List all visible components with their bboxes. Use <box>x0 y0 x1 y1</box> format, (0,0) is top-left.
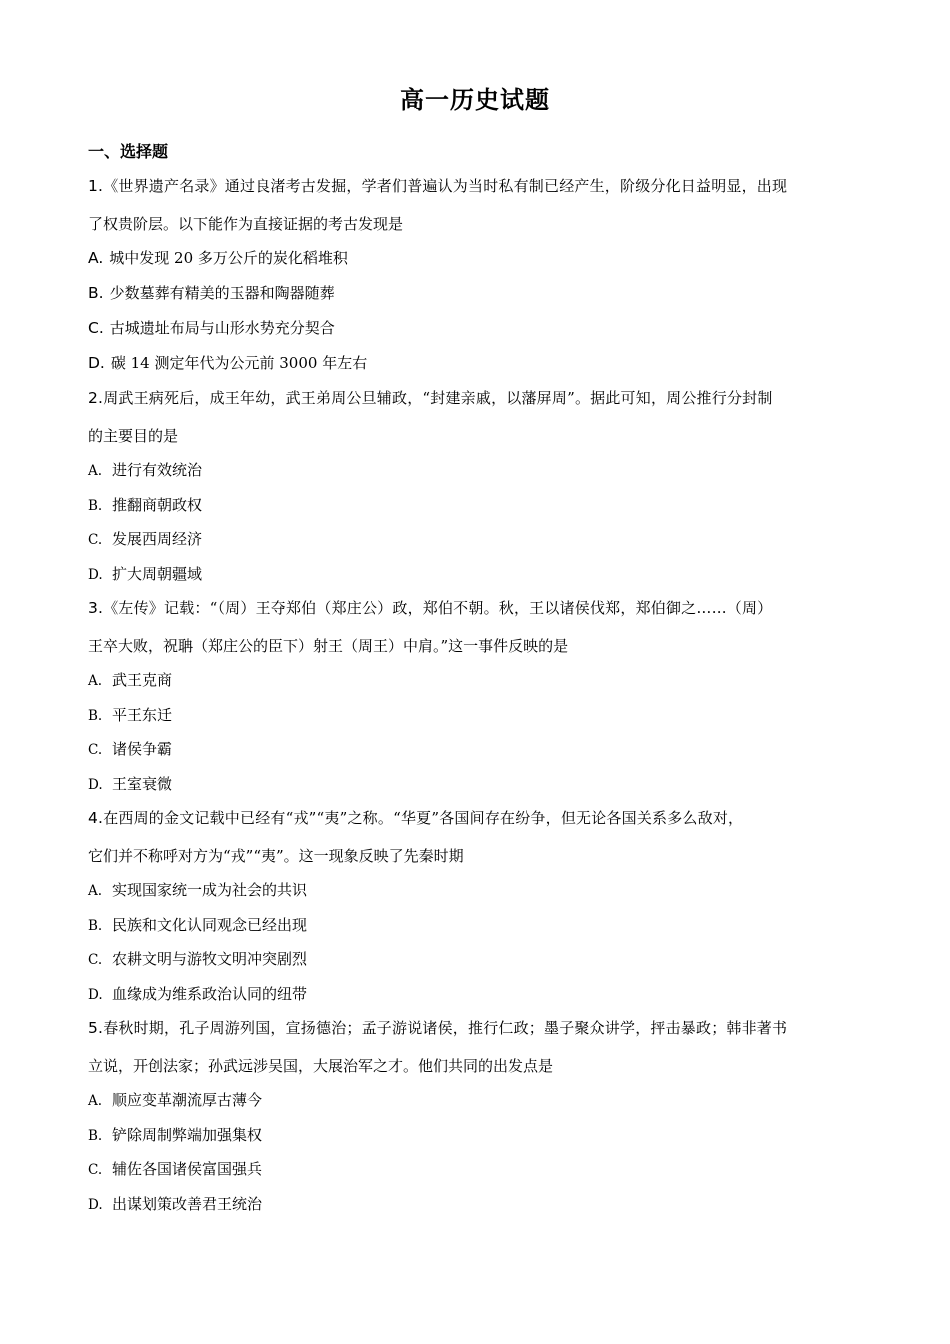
option-text: 发展西周经济 <box>112 530 203 548</box>
question-1-line-2: 了权贵阶层。以下能作为直接证据的考古发现是 <box>88 215 404 233</box>
option-letter: A. <box>88 673 103 689</box>
question-3-option-b <box>88 703 172 728</box>
option-text: 碳 14 测定年代为公元前 3000 年左右 <box>110 354 368 372</box>
question-4-option-a <box>88 878 307 903</box>
option-text: 平王东迁 <box>112 706 173 724</box>
option-letter: D. <box>88 1197 103 1213</box>
option-letter: B. <box>88 284 104 302</box>
option-text: 诸侯争霸 <box>112 740 173 758</box>
option-letter: D. <box>88 354 105 372</box>
option-text: 辅佐各国诸侯富国强兵 <box>112 1160 263 1178</box>
question-number: 5. <box>88 1019 104 1037</box>
question-1-option-d <box>88 351 367 375</box>
option-text: 实现国家统一成为社会的共识 <box>112 881 308 899</box>
question-3-line-2: 王卒大败，祝聃（郑庄公的臣下）射王（周王）中肩。”这一事件反映的是 <box>88 637 569 655</box>
question-text: 春秋时期，孔子周游列国，宣扬德治；孟子游说诸侯，推行仁政；墨子聚众讲学，抨击暴政；韩非著书 <box>103 1019 788 1037</box>
question-5-option-d <box>88 1192 262 1217</box>
question-2-line-2: 的主要目的是 <box>88 427 179 445</box>
option-text: 少数墓葬有精美的玉器和陶器随葬 <box>109 284 335 302</box>
question-number: 2. <box>88 389 104 407</box>
question-1-option-a <box>88 246 348 270</box>
option-letter: C. <box>88 952 103 968</box>
question-5-option-c <box>88 1157 262 1182</box>
question-2-option-c <box>88 527 202 552</box>
option-text: 古城遗址布局与山形水势充分契合 <box>109 319 335 337</box>
question-2-option-b <box>88 493 202 518</box>
option-letter: C. <box>88 319 104 337</box>
question-5-option-a <box>88 1088 262 1113</box>
option-letter: B. <box>88 708 103 724</box>
option-text: 民族和文化认同观念已经出现 <box>112 916 308 934</box>
question-text: 《世界遗产名录》通过良渚考古发掘，学者们普遍认为当时私有制已经产生，阶级分化日益明显，出现 <box>103 177 788 195</box>
question-1-option-b <box>88 281 335 305</box>
option-text: 城中发现 20 多万公斤的炭化稻堆积 <box>109 249 348 267</box>
option-text: 武王克商 <box>112 671 173 689</box>
option-letter: C. <box>88 742 103 758</box>
option-letter: D. <box>88 567 103 583</box>
option-text: 出谋划策改善君王统治 <box>112 1195 263 1213</box>
question-1-option-c <box>88 316 335 340</box>
question-4-option-b <box>88 913 307 938</box>
option-text: 推翻商朝政权 <box>112 496 203 514</box>
question-text: 周武王病死后，成王年幼，武王弟周公旦辅政，“封建亲戚，以藩屏周”。据此可知，周公推行分封制 <box>103 389 773 407</box>
option-letter: B. <box>88 918 103 934</box>
question-1-line-1 <box>88 174 863 198</box>
option-text: 王室衰微 <box>112 775 173 793</box>
question-3-option-d <box>88 772 172 797</box>
question-3-line-1 <box>88 596 863 620</box>
question-number: 4. <box>88 809 104 827</box>
option-letter: A. <box>88 249 104 267</box>
question-2-option-a <box>88 458 202 483</box>
option-letter: C. <box>88 532 103 548</box>
option-letter: A. <box>88 463 103 479</box>
question-3-option-c <box>88 737 172 762</box>
question-2-line-1 <box>88 386 863 410</box>
option-letter: C. <box>88 1162 103 1178</box>
question-3-option-a <box>88 668 172 693</box>
page-title: 高一历史试题 <box>400 86 550 114</box>
question-4-line-1 <box>88 806 863 830</box>
option-text: 血缘成为维系政治认同的纽带 <box>112 985 308 1003</box>
question-4-option-d <box>88 982 307 1007</box>
question-5-line-1 <box>88 1016 863 1040</box>
option-text: 扩大周朝疆域 <box>112 565 203 583</box>
option-letter: B. <box>88 498 103 514</box>
question-5-option-b <box>88 1123 262 1148</box>
option-text: 进行有效统治 <box>112 461 203 479</box>
option-text: 铲除周制弊端加强集权 <box>112 1126 263 1144</box>
option-text: 农耕文明与游牧文明冲突剧烈 <box>112 950 308 968</box>
option-letter: B. <box>88 1128 103 1144</box>
question-number: 1. <box>88 177 104 195</box>
question-2-option-d <box>88 562 202 587</box>
question-number: 3. <box>88 599 104 617</box>
option-letter: A. <box>88 883 103 899</box>
option-letter: D. <box>88 987 103 1003</box>
option-letter: D. <box>88 777 103 793</box>
option-letter: A. <box>88 1093 103 1109</box>
question-text: 在西周的金文记载中已经有“戎”“夷”之称。“华夏”各国间存在纷争，但无论各国关系多么敌对， <box>103 809 744 827</box>
question-4-line-2: 它们并不称呼对方为“戎”“夷”。这一现象反映了先秦时期 <box>88 847 464 865</box>
question-text: 《左传》记载：“（周）王夺郑伯（郑庄公）政，郑伯不朝。秋，王以诸侯伐郑，郑伯御之……（周） <box>103 599 773 617</box>
section-heading: 一、选择题 <box>88 142 169 161</box>
question-5-line-2: 立说，开创法家；孙武远涉吴国，大展治军之才。他们共同的出发点是 <box>88 1057 554 1075</box>
question-4-option-c <box>88 947 307 972</box>
option-text: 顺应变革潮流厚古薄今 <box>112 1091 263 1109</box>
